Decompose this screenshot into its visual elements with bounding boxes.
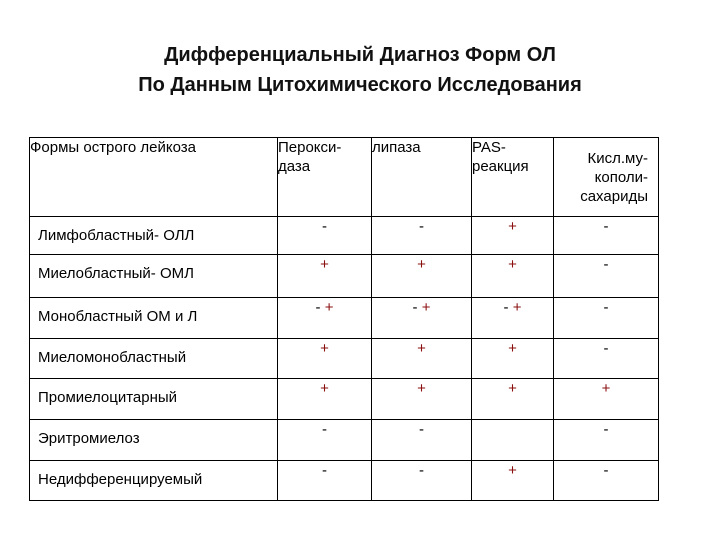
result-cell: - + xyxy=(472,298,554,339)
result-cell: - xyxy=(554,217,659,255)
row-name: Промиелоцитарный xyxy=(30,379,278,420)
header-lipase: липаза xyxy=(372,138,472,217)
result-cell: + xyxy=(372,339,472,379)
result-cell: + xyxy=(372,255,472,298)
page-title xyxy=(0,40,720,100)
result-cell: - + xyxy=(278,298,372,339)
table-row xyxy=(30,255,659,298)
result-cell: + xyxy=(372,379,472,420)
result-cell: - xyxy=(554,420,659,461)
row-name: Миеломонобластный xyxy=(30,339,278,379)
header-pas: PAS- реакция xyxy=(472,138,554,217)
result-cell: - xyxy=(372,461,472,501)
result-cell: - xyxy=(554,298,659,339)
row-name: Миелобластный- ОМЛ xyxy=(30,255,278,298)
title-line-2: По Данным Цитохимического Исследования xyxy=(138,74,582,96)
result-cell: - xyxy=(278,217,372,255)
result-cell xyxy=(472,420,554,461)
table-row xyxy=(30,420,659,461)
title-line-1: Дифференциальный Диагноз Форм ОЛ xyxy=(164,44,556,66)
table-row xyxy=(30,217,659,255)
result-cell: - xyxy=(554,339,659,379)
result-cell: - + xyxy=(372,298,472,339)
result-cell: + xyxy=(554,379,659,420)
header-forms: Формы острого лейкоза xyxy=(30,138,278,217)
row-name: Монобластный ОМ и Л xyxy=(30,298,278,339)
result-cell: - xyxy=(372,420,472,461)
table-row xyxy=(30,298,659,339)
result-cell: + xyxy=(278,379,372,420)
result-cell: - xyxy=(554,461,659,501)
result-cell: - xyxy=(554,255,659,298)
result-cell: - xyxy=(278,420,372,461)
result-cell: + xyxy=(472,217,554,255)
result-cell: + xyxy=(278,339,372,379)
header-peroxidase: Перокси- даза xyxy=(278,138,372,217)
result-cell: + xyxy=(278,255,372,298)
row-name: Лимфобластный- ОЛЛ xyxy=(30,217,278,255)
result-cell: + xyxy=(472,339,554,379)
row-name: Недифференцируемый xyxy=(30,461,278,501)
result-cell: + xyxy=(472,379,554,420)
result-cell: + xyxy=(472,461,554,501)
row-name: Эритромиелоз xyxy=(30,420,278,461)
table-row xyxy=(30,379,659,420)
table-row xyxy=(30,461,659,501)
header-row xyxy=(30,138,659,217)
result-cell: + xyxy=(472,255,554,298)
header-acid-mucopolysaccharides: Кисл.му- кополи- сахариды xyxy=(554,138,659,217)
table-row xyxy=(30,339,659,379)
result-cell: - xyxy=(278,461,372,501)
cytochemistry-table xyxy=(29,137,659,501)
result-cell: - xyxy=(372,217,472,255)
